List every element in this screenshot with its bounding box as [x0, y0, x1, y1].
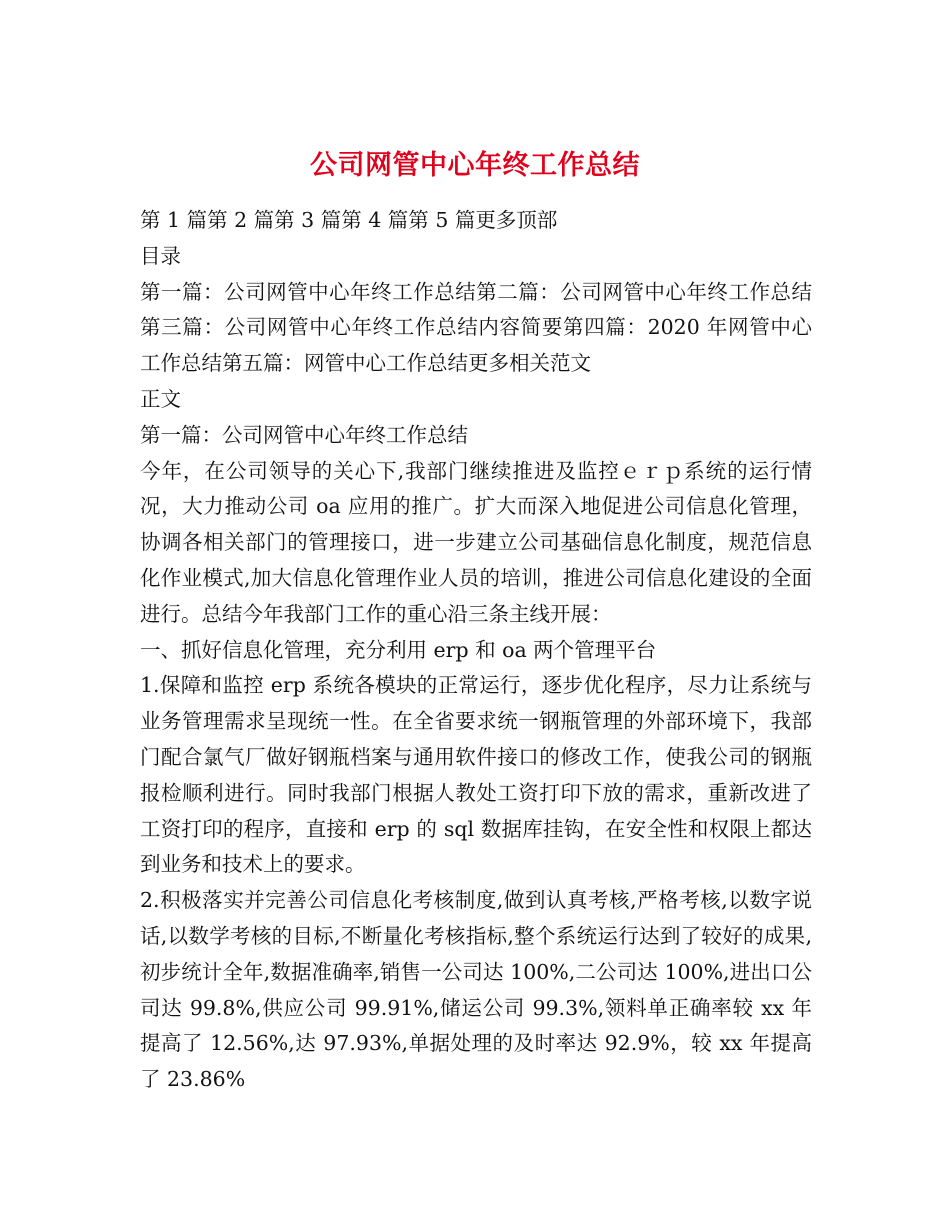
body-heading: 正文: [140, 386, 181, 411]
item-2-paragraph: 2.积极落实并完善公司信息化考核制度,做到认真考核,严格考核,以数字说话,以数学考核的目标,不断量化考核指标,整个系统运行达到了较好的成果,初步统计全年,数据准确率,销售一公司达 100%,二公司达 100%,进出口公司达 99.8%,供应公司 99.91%,储运公司 99.3%,领料单正确率较 xx 年提高了 12.56%,达 97.93%,单据处理的及时率达 92.9%，较 xx 年提高了 23.86%: [140, 888, 812, 1092]
document-title: 公司网管中心年终工作总结: [310, 150, 640, 182]
item-1-paragraph: 1.保障和监控 erp 系统各模块的正常运行，逐步优化程序，尽力让系统与业务管理需求呈现统一性。在全省要求统一钢瓶管理的外部环境下，我部门配合氯气厂做好钢瓶档案与通用软件接口的修改工作，使我公司的钢瓶报检顺利进行。同时我部门根据人教处工资打印下放的需求，重新改进了工资打印的程序，直接和 erp 的 sql 数据库挂钩，在安全性和权限上都达到业务和技术上的要求。: [140, 673, 812, 877]
section-heading: 一、抓好信息化管理，充分利用 erp 和 oa 两个管理平台: [140, 637, 657, 662]
intro-paragraph: 今年，在公司领导的关心下,我部门继续推进及监控ｅｒｐ系统的运行情况，大力推动公司 oa 应用的推广。扩大而深入地促进公司信息化管理，协调各相关部门的管理接口，进一步建立公司基础信息化制度，规范信息化作业模式,加大信息化管理作业人员的培训，推进公司信息化建设的全面进行。总结今年我部门工作的重心沿三条主线开展：: [140, 458, 812, 626]
toc-heading: 目录: [140, 243, 181, 268]
document-body: [140, 203, 812, 1098]
chapter-heading: 第一篇：公司网管中心年终工作总结: [140, 422, 468, 447]
section-nav-line: 第 1 篇第 2 篇第 3 篇第 4 篇第 5 篇更多顶部: [140, 208, 558, 232]
toc-list: 第一篇：公司网管中心年终工作总结第二篇：公司网管中心年终工作总结第三篇：公司网管中心年终工作总结内容简要第四篇：2020 年网管中心工作总结第五篇：网管中心工作总结更多相关范文: [140, 279, 812, 376]
